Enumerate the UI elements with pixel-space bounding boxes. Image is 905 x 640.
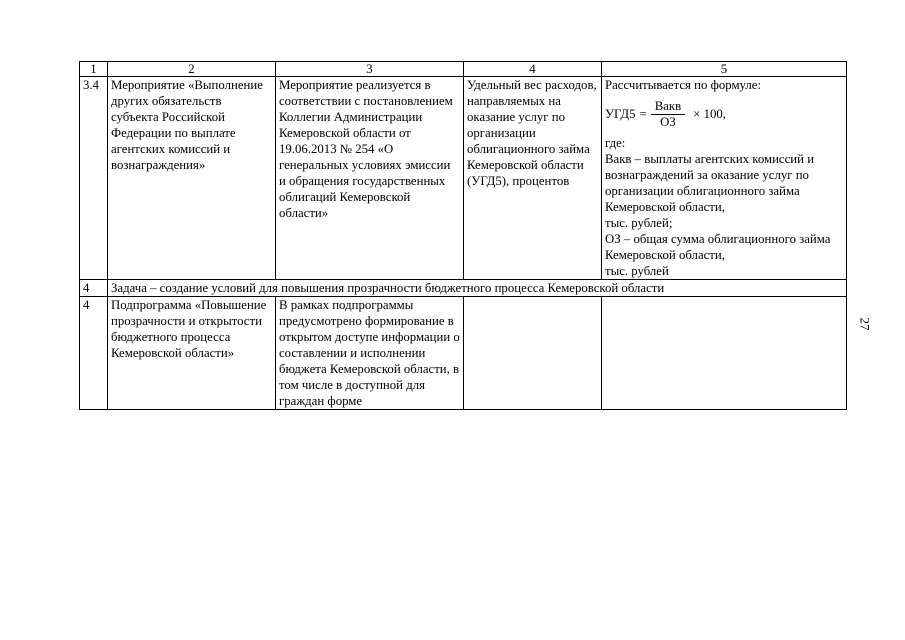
formula-numerator: Вакв xyxy=(654,98,682,113)
row-number: 4 xyxy=(80,280,108,297)
formula-fraction xyxy=(651,99,685,130)
formula-lhs: УГД5 xyxy=(605,107,636,121)
task-text: Задача – создание условий для повышения прозрачности бюджетного процесса Кемеровской области xyxy=(108,280,847,297)
program-cell: Подпрограмма «Повышение прозрачности и открытости бюджетного процесса Кемеровской области» xyxy=(108,297,276,410)
event-cell: Мероприятие «Выполнение других обязательств субъекта Российской Федерации по выплате агентских комиссий и вознаграждения» xyxy=(108,77,276,280)
formula-intro: Рассчитывается по формуле: xyxy=(605,78,762,92)
method-cell xyxy=(602,297,847,410)
formula-cell xyxy=(602,77,847,280)
col-num-3: 3 xyxy=(276,62,464,77)
formula xyxy=(605,93,843,135)
formula-def-oz: ОЗ – общая сумма облигационного займа Кемеровской области, xyxy=(605,232,831,262)
table-row-4 xyxy=(80,297,847,410)
formula-equals: = xyxy=(639,107,647,121)
page-number: 27 xyxy=(857,317,873,331)
task-row xyxy=(80,280,847,297)
row-number: 3.4 xyxy=(80,77,108,280)
table-row-3-4 xyxy=(80,77,847,280)
formula-def-vakv: Вакв – выплаты агентских комиссий и вознаграждений за оказание услуг по организации облигационного займа Кемеровской области, xyxy=(605,152,815,214)
basis-cell: В рамках подпрограммы предусмотрено формирование в открытом доступе информации о составлении и исполнении бюджета Кемеровской области, в том числе в доступной для граждан форме xyxy=(276,297,464,410)
indicator-cell: Удельный вес расходов, направляемых на оказание услуг по организации облигационного займа Кемеровской области (УГД5), процентов xyxy=(464,77,602,280)
row-number: 4 xyxy=(80,297,108,410)
col-num-1: 1 xyxy=(80,62,108,77)
formula-tail: × 100, xyxy=(693,107,726,121)
basis-cell: Мероприятие реализуется в соответствии с постановлением Коллегии Администрации Кемеровской области от 19.06.2013 № 254 «О генеральных условиях эмиссии и обращения государственных облигаций Кемеровской области» xyxy=(276,77,464,280)
col-num-4: 4 xyxy=(464,62,602,77)
formula-def-vakv-unit: тыс. рублей; xyxy=(605,216,673,230)
formula-denominator: ОЗ xyxy=(660,114,676,129)
col-num-5: 5 xyxy=(602,62,847,77)
formula-where: где: xyxy=(605,136,626,150)
program-table xyxy=(79,61,847,410)
indicator-cell xyxy=(464,297,602,410)
column-number-row xyxy=(80,62,847,77)
formula-def-oz-unit: тыс. рублей xyxy=(605,264,669,278)
col-num-2: 2 xyxy=(108,62,276,77)
